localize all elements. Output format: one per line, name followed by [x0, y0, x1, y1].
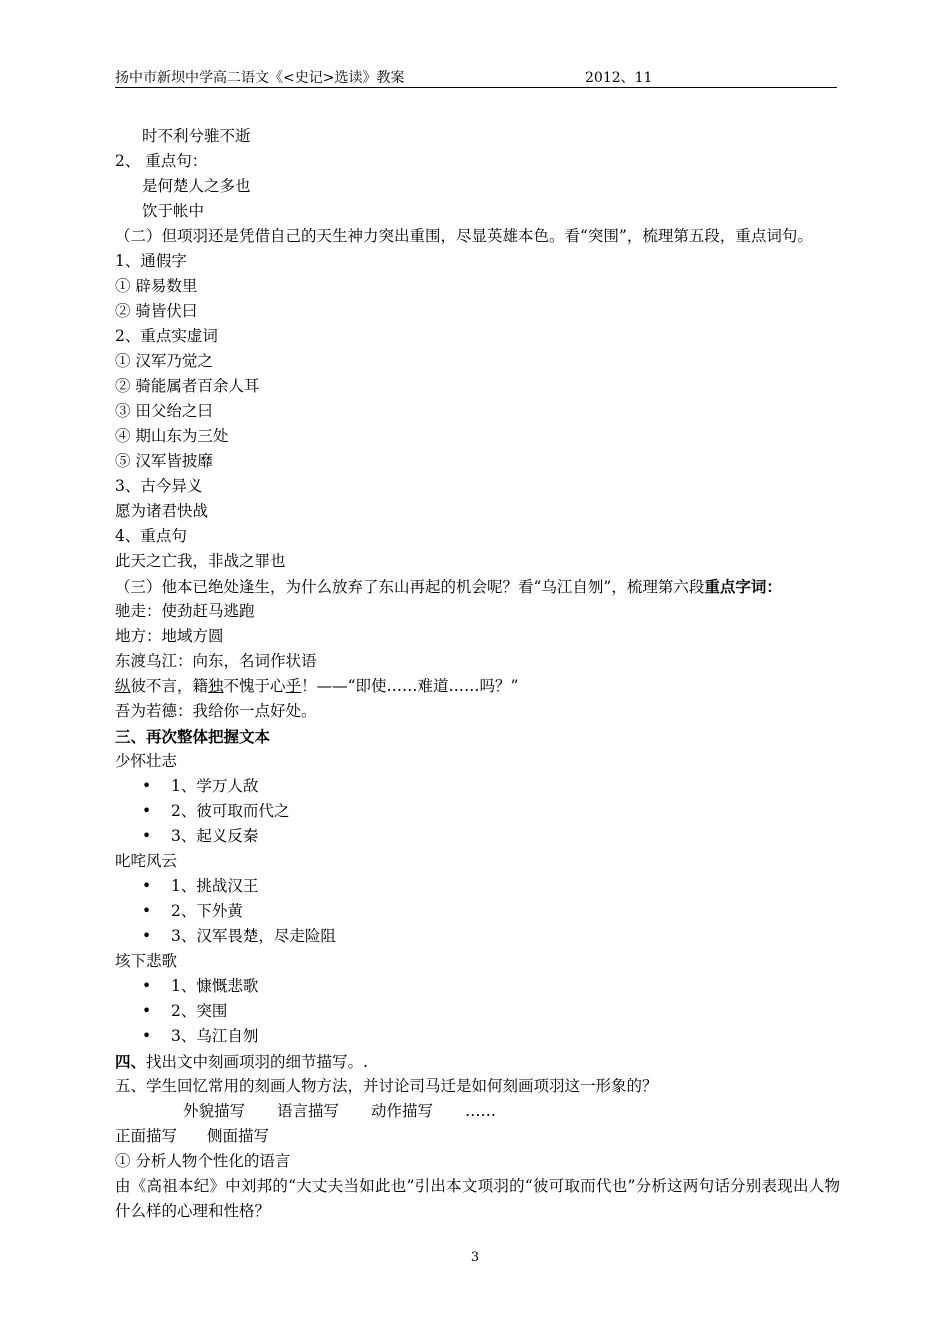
- section-heading: 五、学生回忆常用的刻画人物方法，并讨论司马迁是如何刻画项羽这一形象的？: [115, 1077, 658, 1095]
- method-indirect: 侧面描写: [207, 1127, 270, 1145]
- underlined-word: 乎: [285, 677, 302, 695]
- bullet-text: 1、慷慨悲歌: [171, 977, 259, 995]
- bullet-text: 1、学万人敌: [171, 777, 259, 795]
- text-line: 东渡乌江：向东，名词作状语: [115, 652, 317, 670]
- page-number: 3: [470, 1250, 480, 1265]
- bullet-text: 3、汉军畏楚，尽走险阻: [171, 927, 336, 945]
- bullet-text: 2、彼可取而代之: [171, 802, 290, 820]
- text-span: ！——“即使……难道……吗？”: [301, 677, 519, 695]
- bullet-icon: •: [142, 927, 152, 945]
- text-line: 吾为若德：我给你一点好处。: [115, 702, 317, 720]
- method-direct: 正面描写: [115, 1127, 178, 1145]
- bullet-icon: •: [142, 1002, 152, 1020]
- text-line: [115, 674, 840, 699]
- text-line: ① 汉军乃觉之: [115, 352, 213, 370]
- paragraph: 由《高祖本纪》中刘邦的“大丈夫当如此也”引出本文项羽的“彼可取而代也”分析这两句话分别表现出人物什么样的心理和性格？: [115, 1177, 840, 1220]
- underlined-word: 纵: [115, 677, 131, 695]
- method-ellipsis: ……: [465, 1102, 497, 1120]
- text-line: 2、重点实虚词: [115, 327, 218, 345]
- text-line: 少怀壮志: [115, 752, 178, 770]
- section-heading: [115, 1049, 840, 1074]
- bullet-item: [115, 824, 840, 849]
- underlined-word: 独: [208, 677, 224, 695]
- bullet-item: [115, 899, 840, 924]
- text-line: 时不利兮骓不逝: [142, 127, 251, 145]
- text-span: 不愧于心: [223, 677, 286, 695]
- document-body: [115, 124, 840, 1224]
- bullet-item: [115, 799, 840, 824]
- method-list: [115, 1099, 840, 1124]
- bullet-item: [115, 999, 840, 1024]
- bullet-text: 1、挑战汉王: [171, 877, 259, 895]
- text-line: ⑤ 汉军皆披靡: [115, 452, 213, 470]
- header-date: 2012、11: [585, 70, 653, 86]
- bullet-icon: •: [142, 902, 152, 920]
- bullet-text: 2、突围: [171, 1002, 228, 1020]
- text-line: ① 辟易数里: [115, 277, 198, 295]
- section-heading: （二）但项羽还是凭借自己的天生神力突出重围，尽显英雄本色。看“突围”，梳理第五段，重点词句。: [115, 227, 813, 245]
- method-list: [115, 1124, 840, 1149]
- text-line: 地方：地域方圆: [115, 627, 224, 645]
- text-line: 饮于帐中: [142, 202, 205, 220]
- section-heading-bold: 重点字词：: [704, 577, 782, 596]
- text-line: ③ 田父绐之曰: [115, 402, 213, 420]
- bullet-icon: •: [142, 977, 152, 995]
- text-line: ② 骑皆伏曰: [115, 302, 198, 320]
- bullet-text: 2、下外黄: [171, 902, 243, 920]
- text-line: 此天之亡我，非战之罪也: [115, 552, 286, 570]
- text-span: 彼不言，籍: [130, 677, 209, 695]
- text-line: 驰走：使劲赶马逃跑: [115, 602, 255, 620]
- bullet-item: [115, 874, 840, 899]
- text-line: ④ 期山东为三处: [115, 427, 229, 445]
- method-action: 动作描写: [371, 1102, 434, 1120]
- section-number: 四、: [115, 1052, 147, 1071]
- bullet-icon: •: [142, 827, 152, 845]
- method-appearance: 外貌描写: [183, 1102, 246, 1120]
- text-line: 1、通假字: [115, 252, 187, 270]
- section-heading: [115, 574, 840, 599]
- text-line: 4、重点句: [115, 527, 187, 545]
- text-line: 垓下悲歌: [115, 952, 178, 970]
- bullet-text: 3、起义反秦: [171, 827, 259, 845]
- page-header: [115, 65, 837, 88]
- method-language: 语言描写: [277, 1102, 340, 1120]
- bullet-icon: •: [142, 877, 152, 895]
- bullet-item: [115, 924, 840, 949]
- bullet-icon: •: [142, 777, 152, 795]
- bullet-item: [115, 1024, 840, 1049]
- bullet-icon: •: [142, 1027, 152, 1045]
- text-line: 愿为诸君快战: [115, 502, 209, 520]
- bullet-item: [115, 974, 840, 999]
- header-title: 扬中市新坝中学高二语文《<史记>选读》教案: [115, 70, 405, 86]
- bullet-item: [115, 774, 840, 799]
- text-line: 3、古今异义: [115, 477, 203, 495]
- text-line: ② 骑能属者百余人耳: [115, 377, 260, 395]
- text-line: 2、 重点句：: [115, 152, 208, 170]
- section-heading-text: （三）他本已绝处逢生，为什么放弃了东山再起的机会呢？看“乌江自刎”，梳理第六段: [115, 578, 705, 596]
- text-line: 是何楚人之多也: [142, 177, 251, 195]
- section-heading-text: 找出文中刻画项羽的细节描写。.: [146, 1053, 368, 1071]
- bullet-text: 3、乌江自刎: [171, 1027, 259, 1045]
- text-line: ① 分析人物个性化的语言: [115, 1152, 291, 1170]
- text-line: 叱咤风云: [115, 852, 178, 870]
- section-heading: 三、再次整体把握文本: [115, 727, 271, 746]
- bullet-icon: •: [142, 802, 152, 820]
